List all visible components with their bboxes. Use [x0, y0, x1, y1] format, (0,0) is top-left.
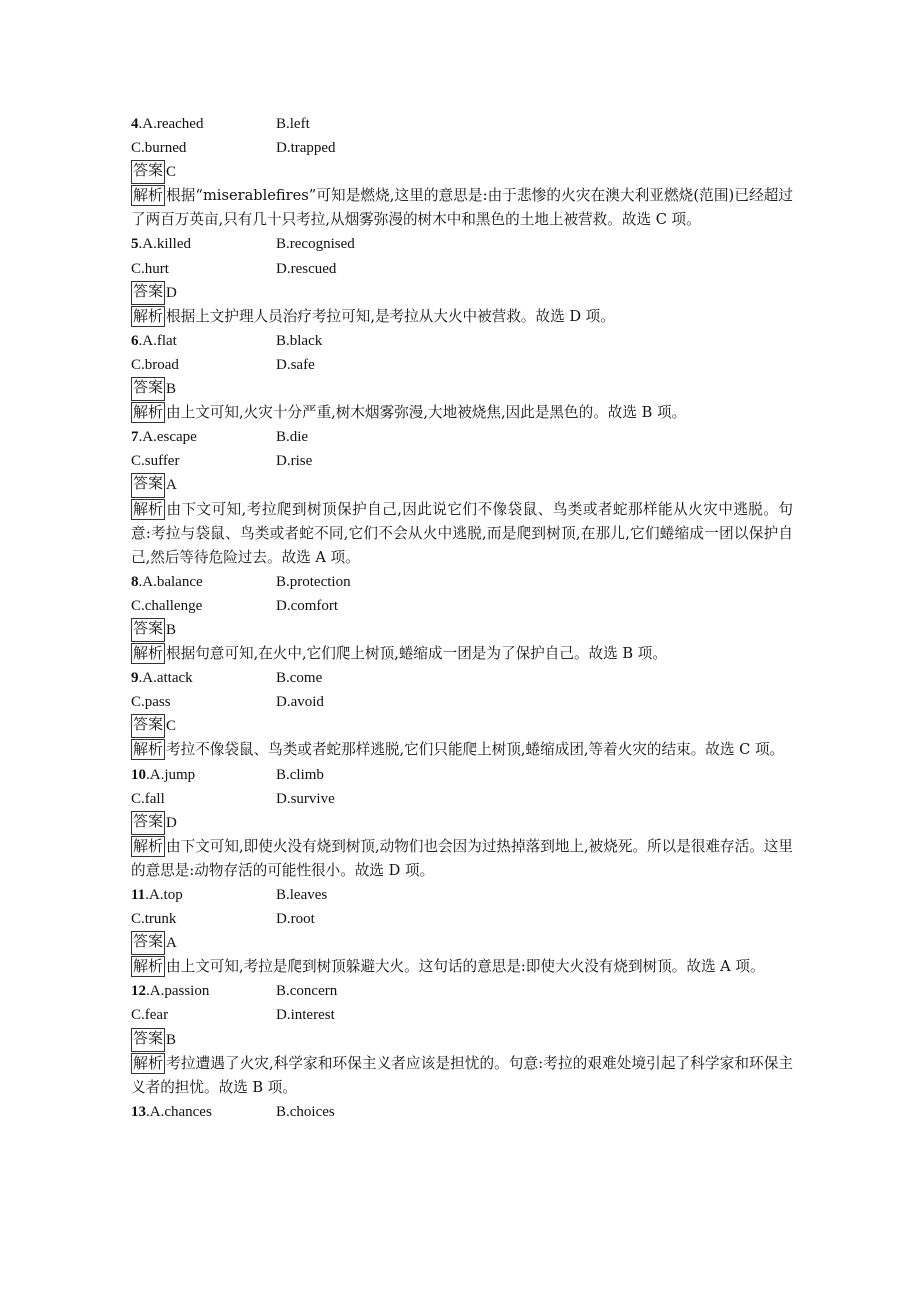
question-number: 6: [131, 332, 139, 349]
option-text: .A.chances: [146, 1103, 212, 1120]
analysis-text: 由下文可知,即使火没有烧到树顶,动物们也会因为过热掉落到地上,被烧死。所以是很难存活。这里的意思是:动物存活的可能性很小。故选 D 项。: [131, 837, 793, 879]
question-number: 11: [131, 887, 146, 903]
option-row: [131, 763, 793, 787]
option-text: C.fear: [131, 1007, 169, 1024]
analysis-tag: 解析: [133, 740, 164, 759]
answer-row: [131, 931, 793, 955]
option-row: [131, 666, 793, 690]
analysis-paragraph: [131, 401, 793, 425]
option-left: [131, 787, 276, 811]
option-left: [131, 353, 276, 377]
option-left: [131, 763, 276, 787]
option-left: [131, 1100, 276, 1124]
option-row: [131, 257, 793, 281]
question-number: 10: [131, 766, 146, 783]
analysis-paragraph: [131, 738, 793, 762]
option-right: D.survive: [276, 790, 335, 807]
option-text: .A.balance: [138, 573, 203, 590]
option-row: [131, 594, 793, 618]
answer-tag: 答案: [131, 473, 165, 497]
option-right: B.left: [276, 116, 310, 132]
option-text: .A.killed: [138, 236, 191, 253]
answer-row: [131, 473, 793, 497]
option-text: .A.attack: [138, 670, 193, 687]
answer-tag: 答案: [131, 160, 165, 184]
answer-row: [131, 160, 793, 184]
option-right: B.climb: [276, 766, 324, 783]
analysis-tag: 解析: [133, 957, 164, 976]
analysis-text: 由上文可知,火灾十分严重,树木烟雾弥漫,大地被烧焦,因此是黑色的。故选 B 项。: [166, 404, 687, 422]
answer-tag: 答案: [131, 281, 165, 305]
option-right: D.rescued: [276, 260, 337, 277]
answer-value: D: [166, 284, 177, 301]
question-number: 13: [131, 1103, 146, 1120]
option-right: D.interest: [276, 1007, 335, 1024]
answer-row: [131, 377, 793, 401]
analysis-paragraph: [131, 1052, 793, 1100]
analysis-paragraph: [131, 498, 793, 570]
option-right: D.avoid: [276, 694, 324, 711]
question-number: 8: [131, 573, 139, 590]
option-right: B.die: [276, 429, 309, 446]
option-text: .A.jump: [146, 766, 196, 783]
analysis-tag: 解析: [133, 306, 164, 325]
option-text: C.broad: [131, 356, 179, 373]
option-left: [131, 112, 276, 136]
answer-value: B: [166, 621, 177, 638]
analysis-text: 考拉不像袋鼠、鸟类或者蛇那样逃脱,它们只能爬上树顶,蜷缩成团,等着火灾的结束。故选 C 项。: [166, 741, 785, 759]
option-left: [131, 257, 276, 281]
option-text: C.fall: [131, 790, 165, 807]
analysis-tag: 解析: [133, 186, 164, 205]
analysis-tag: 解析: [133, 644, 164, 663]
option-left: [131, 883, 276, 907]
option-text: .A.escape: [138, 429, 197, 446]
option-row: [131, 787, 793, 811]
option-text: C.suffer: [131, 453, 180, 470]
analysis-tag: 解析: [133, 499, 164, 518]
analysis-paragraph: [131, 184, 793, 232]
analysis-text: 考拉遭遇了火灾,科学家和环保主义者应该是担忧的。句意:考拉的艰难处境引起了科学家和环保主义者的担忧。故选 B 项。: [131, 1054, 793, 1096]
option-text: C.trunk: [131, 911, 177, 928]
option-row: [131, 136, 793, 160]
option-row: [131, 907, 793, 931]
option-text: .A.top: [145, 887, 183, 903]
option-left: [131, 570, 276, 594]
analysis-text: 根据句意可知,在火中,它们爬上树顶,蜷缩成一团是为了保护自己。故选 B 项。: [166, 645, 667, 663]
option-left: [131, 907, 276, 931]
option-text: C.burned: [131, 140, 187, 157]
option-row: [131, 883, 793, 907]
answer-value: A: [166, 935, 177, 952]
analysis-text: 根据上文护理人员治疗考拉可知,是考拉从大火中被营救。故选 D 项。: [166, 307, 615, 325]
option-left: [131, 232, 276, 256]
analysis-tag: 解析: [133, 1053, 164, 1072]
question-number: 9: [131, 670, 139, 687]
option-right: B.recognised: [276, 236, 355, 253]
answer-tag: 答案: [131, 714, 165, 738]
answer-value: D: [166, 814, 177, 831]
answer-value: C: [166, 164, 177, 181]
option-row: [131, 1100, 793, 1124]
option-row: [131, 449, 793, 473]
question-number: 5: [131, 236, 139, 253]
option-right: D.root: [276, 911, 315, 928]
option-right: B.black: [276, 332, 323, 349]
answer-row: [131, 811, 793, 835]
option-right: B.come: [276, 670, 323, 687]
option-text: .A.reached: [138, 116, 204, 132]
option-right: D.comfort: [276, 597, 339, 614]
option-row: [131, 353, 793, 377]
option-right: B.protection: [276, 573, 351, 590]
answer-tag: 答案: [131, 377, 165, 401]
option-text: C.challenge: [131, 597, 203, 614]
answer-tag: 答案: [131, 1028, 165, 1052]
option-row: [131, 329, 793, 353]
answer-value: B: [166, 1031, 177, 1048]
answer-value: B: [166, 381, 177, 398]
option-right: D.safe: [276, 356, 315, 373]
analysis-paragraph: [131, 835, 793, 883]
question-number: 4: [131, 116, 139, 132]
option-left: [131, 449, 276, 473]
answer-tag: 答案: [131, 931, 165, 955]
option-row: [131, 112, 793, 136]
option-right: B.choices: [276, 1103, 335, 1120]
option-right: D.rise: [276, 453, 313, 470]
analysis-text: 由上文可知,考拉是爬到树顶躲避大火。这句话的意思是:即使大火没有烧到树顶。故选 A 项。: [166, 958, 765, 976]
option-text: .A.flat: [138, 332, 177, 349]
answer-value: C: [166, 718, 177, 735]
answer-row: [131, 281, 793, 305]
analysis-paragraph: [131, 955, 793, 979]
option-row: [131, 570, 793, 594]
question-number: 7: [131, 429, 139, 446]
option-text: .A.passion: [146, 983, 210, 1000]
analysis-text: 由下文可知,考拉爬到树顶保护自己,因此说它们不像袋鼠、鸟类或者蛇那样能从火灾中逃脱。句意:考拉与袋鼠、鸟类或者蛇不同,它们不会从火中逃脱,而是爬到树顶,在那儿,它们蜷缩成一团以保护自己,然后等待危险过去。故选 A 项。: [131, 500, 793, 566]
option-left: [131, 136, 276, 160]
option-left: [131, 979, 276, 1003]
answer-row: [131, 714, 793, 738]
analysis-tag: 解析: [133, 836, 164, 855]
analysis-paragraph: [131, 642, 793, 666]
analysis-text: 根据“miserablefires”可知是燃烧,这里的意思是:由于悲惨的火灾在澳大利亚燃烧(范围)已经超过了两百万英亩,只有几十只考拉,从烟雾弥漫的树木中和黑色的土地上被营救。故选 C 项。: [131, 187, 793, 229]
analysis-paragraph: [131, 305, 793, 329]
option-right: D.trapped: [276, 140, 336, 157]
option-row: [131, 232, 793, 256]
option-row: [131, 1003, 793, 1027]
option-left: [131, 666, 276, 690]
option-right: B.leaves: [276, 887, 328, 903]
option-row: [131, 979, 793, 1003]
analysis-tag: 解析: [133, 403, 164, 422]
answer-tag: 答案: [131, 618, 165, 642]
option-row: [131, 690, 793, 714]
option-left: [131, 690, 276, 714]
answer-value: A: [166, 477, 177, 494]
option-left: [131, 1003, 276, 1027]
option-text: C.hurt: [131, 260, 169, 277]
option-right: B.concern: [276, 983, 338, 1000]
answer-row: [131, 1028, 793, 1052]
answer-row: [131, 618, 793, 642]
answer-tag: 答案: [131, 811, 165, 835]
document-body: [131, 112, 793, 1124]
question-number: 12: [131, 983, 146, 1000]
option-left: [131, 594, 276, 618]
option-row: [131, 425, 793, 449]
option-text: C.pass: [131, 694, 171, 711]
option-left: [131, 329, 276, 353]
option-left: [131, 425, 276, 449]
